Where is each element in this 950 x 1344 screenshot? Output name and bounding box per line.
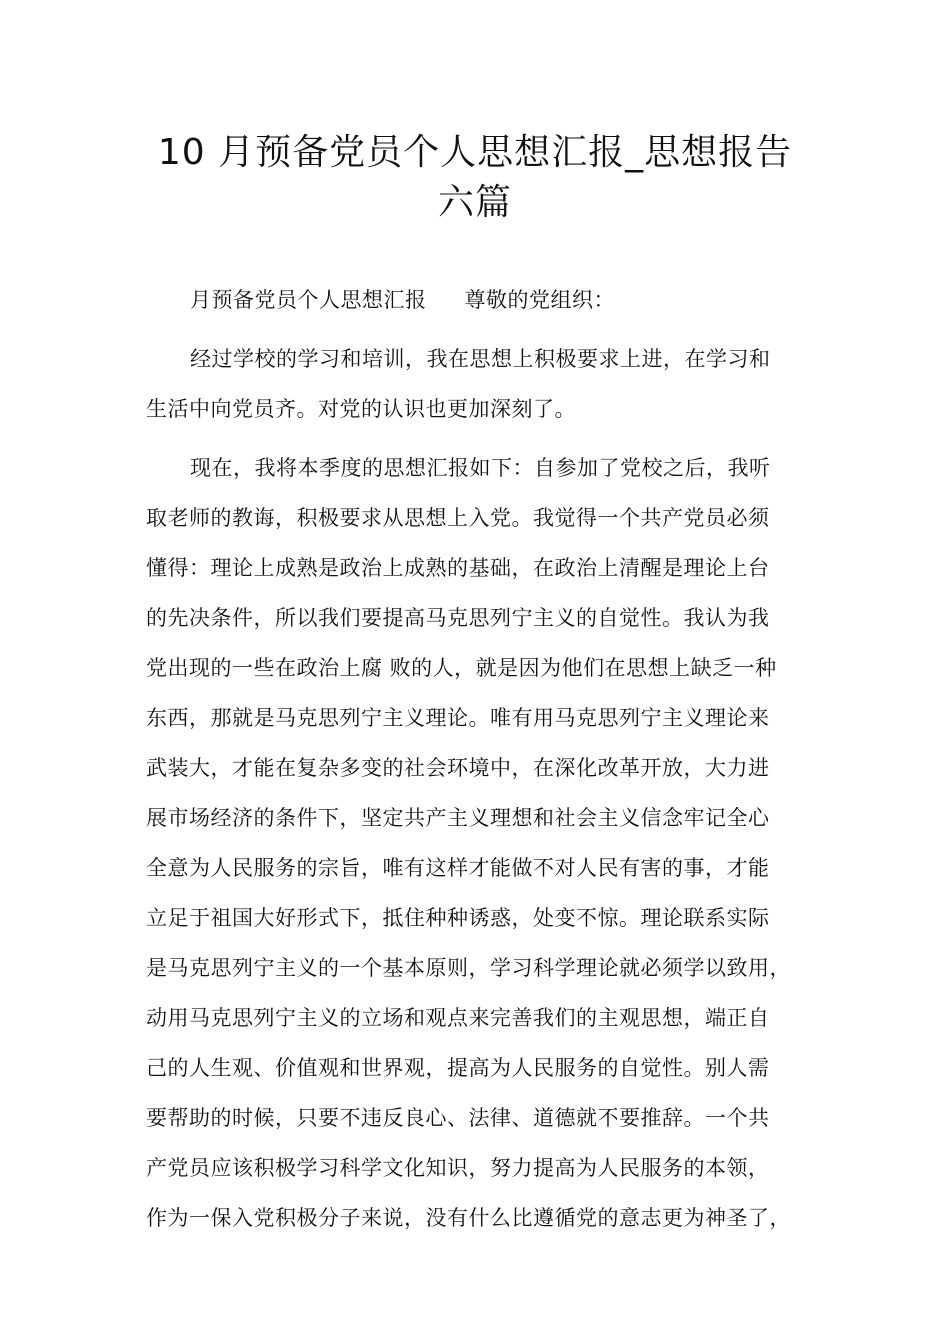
paragraph-line: 取老师的教诲，积极要求从思想上入党。我觉得一个共产党员必须	[146, 506, 770, 530]
paragraph-line: 生活中向党员齐。对党的认识也更加深刻了。	[146, 397, 576, 421]
paragraph-1	[146, 341, 826, 441]
document-body	[146, 282, 826, 1250]
salutation-greeting: 尊敬的党组织：	[464, 288, 615, 312]
title-line-2: 六篇	[437, 182, 512, 223]
paragraph-line: 作为一保入党积极分子来说，没有什么比遵循党的意志更为神圣了，	[146, 1206, 791, 1230]
paragraph-line: 立足于祖国大好形式下，抵住种种诱惑，处变不惊。理论联系实际	[146, 906, 770, 930]
paragraph-line: 展市场经济的条件下，坚定共产主义理想和社会主义信念牢记全心	[146, 806, 770, 830]
paragraph-line: 全意为人民服务的宗旨，唯有这样才能做不对人民有害的事，才能	[146, 856, 770, 880]
paragraph-line: 懂得：理论上成熟是政治上成熟的基础，在政治上清醒是理论上台	[146, 556, 770, 580]
paragraph-line: 动用马克思列宁主义的立场和观点来完善我们的主观思想，端正自	[146, 1006, 770, 1030]
salutation-heading: 月预备党员个人思想汇报	[190, 288, 427, 312]
salutation-line	[146, 282, 826, 332]
paragraph-line: 是马克思列宁主义的一个基本原则，学习科学理论就必须学以致用，	[146, 956, 791, 980]
title-line-1: 10 月预备党员个人思想汇报_思想报告	[157, 132, 793, 173]
paragraph-line: 现在，我将本季度的思想汇报如下：自参加了党校之后，我听	[190, 456, 771, 480]
paragraph-line: 己的人生观、价值观和世界观，提高为人民服务的自觉性。别人需	[146, 1056, 770, 1080]
paragraph-line: 武装大，才能在复杂多变的社会环境中，在深化改革开放，大力进	[146, 756, 770, 780]
paragraph-line: 经过学校的学习和培训，我在思想上积极要求上进，在学习和	[190, 347, 771, 371]
document-title	[120, 128, 830, 228]
paragraph-2	[146, 450, 826, 1250]
paragraph-line: 的先决条件，所以我们要提高马克思列宁主义的自觉性。我认为我	[146, 606, 770, 630]
paragraph-line: 东西，那就是马克思列宁主义理论。唯有用马克思列宁主义理论来	[146, 706, 770, 730]
paragraph-line: 要帮助的时候，只要不违反良心、法律、道德就不要推辞。一个共	[146, 1106, 770, 1130]
paragraph-line: 党出现的一些在政治上腐 败的人，就是因为他们在思想上缺乏一种	[146, 656, 777, 680]
paragraph-line: 产党员应该积极学习科学文化知识，努力提高为人民服务的本领，	[146, 1156, 770, 1180]
